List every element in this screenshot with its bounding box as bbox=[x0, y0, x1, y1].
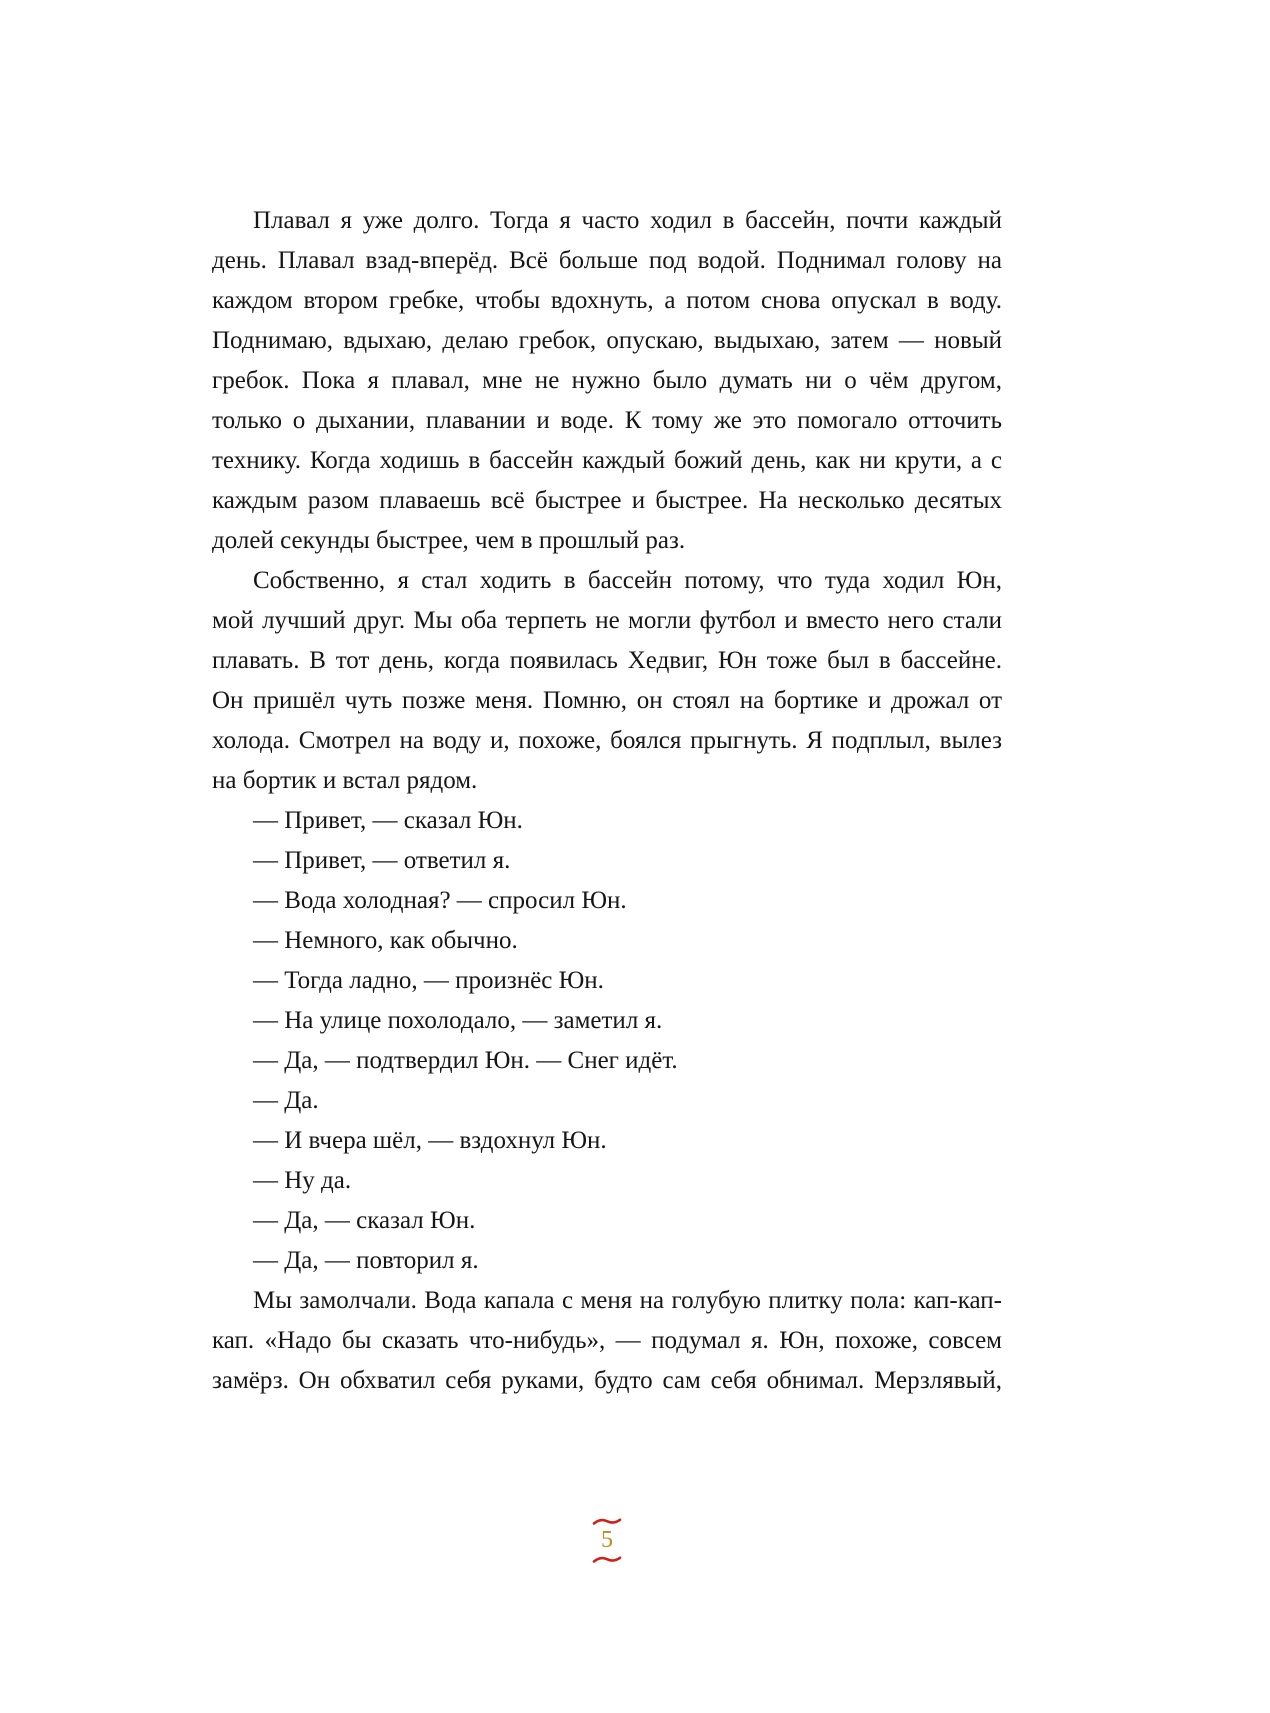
paragraph-line: Мы замолчали. Вода капала с меня на голубую плитку пола: кап-кап- bbox=[253, 1287, 1002, 1314]
dialogue-line: — Тогда ладно, — произнёс Юн. bbox=[253, 967, 604, 994]
dialogue-line: — Да, — сказал Юн. bbox=[253, 1207, 476, 1234]
paragraph-line: плавать. В тот день, когда появилась Хедвиг, Юн тоже был в бассейне. bbox=[212, 647, 1002, 674]
page-number: 5 bbox=[601, 1527, 613, 1553]
paragraph-line: Собственно, я стал ходить в бассейн потому, что туда ходил Юн, bbox=[253, 567, 1002, 594]
paragraph-line: каждым разом плаваешь всё быстрее и быстрее. На несколько десятых bbox=[212, 487, 1002, 514]
paragraph-line: замёрз. Он обхватил себя руками, будто сам себя обнимал. Мерзлявый, bbox=[212, 1367, 1002, 1394]
paragraph-line: Поднимаю, вдыхаю, делаю гребок, опускаю, выдыхаю, затем — новый bbox=[212, 327, 1002, 354]
dialogue-line: — Да, — подтвердил Юн. — Снег идёт. bbox=[253, 1047, 678, 1074]
dialogue-line: — Привет, — сказал Юн. bbox=[253, 807, 523, 834]
page-text bbox=[212, 201, 1002, 1401]
paragraph-jon bbox=[212, 561, 1002, 801]
dialogue-line: — Немного, как обычно. bbox=[253, 927, 518, 954]
paragraph-swimming bbox=[212, 201, 1002, 561]
paragraph-line: гребок. Пока я плавал, мне не нужно было думать ни о чём другом, bbox=[212, 367, 1002, 394]
page-footer bbox=[212, 1516, 1002, 1565]
paragraph-line: холода. Смотрел на воду и, похоже, боялся прыгнуть. Я подплыл, вылез bbox=[212, 727, 1002, 754]
dialogue-line: — И вчера шёл, — вздохнул Юн. bbox=[253, 1127, 607, 1154]
paragraph-line: на бортик и встал рядом. bbox=[212, 767, 478, 794]
paragraph-line: мой лучший друг. Мы оба терпеть не могли футбол и вместо него стали bbox=[212, 607, 1002, 634]
paragraph-line: только о дыхании, плавании и воде. К тому же это помогало отточить bbox=[212, 407, 1002, 434]
paragraph-line: кап. «Надо бы сказать что-нибудь», — подумал я. Юн, похоже, совсем bbox=[212, 1327, 1002, 1354]
dialogue-line: — Ну да. bbox=[253, 1167, 352, 1194]
dialogue-line: — Привет, — ответил я. bbox=[253, 847, 511, 874]
paragraph-line: каждом втором гребке, чтобы вдохнуть, а потом снова опускал в воду. bbox=[212, 287, 1002, 314]
dialogue-line: — Да, — повторил я. bbox=[253, 1247, 479, 1274]
dialogue-line: — Да. bbox=[253, 1087, 319, 1114]
dialogue-line: — На улице похолодало, — заметил я. bbox=[253, 1007, 663, 1034]
dialogue-block bbox=[212, 801, 1002, 1281]
paragraph-silence bbox=[212, 1281, 1002, 1401]
tilde-ornament-icon bbox=[592, 1555, 622, 1564]
paragraph-line: Он пришёл чуть позже меня. Помню, он стоял на бортике и дрожал от bbox=[212, 687, 1002, 714]
paragraph-line: технику. Когда ходишь в бассейн каждый божий день, как ни крути, а с bbox=[212, 447, 1002, 474]
dialogue-line: — Вода холодная? — спросил Юн. bbox=[253, 887, 627, 914]
tilde-ornament-icon bbox=[592, 1517, 622, 1526]
paragraph-line: долей секунды быстрее, чем в прошлый раз. bbox=[212, 527, 686, 554]
paragraph-line: Плавал я уже долго. Тогда я часто ходил в бассейн, почти каждый bbox=[253, 207, 1002, 234]
paragraph-line: день. Плавал взад-вперёд. Всё больше под водой. Поднимал голову на bbox=[212, 247, 1002, 274]
